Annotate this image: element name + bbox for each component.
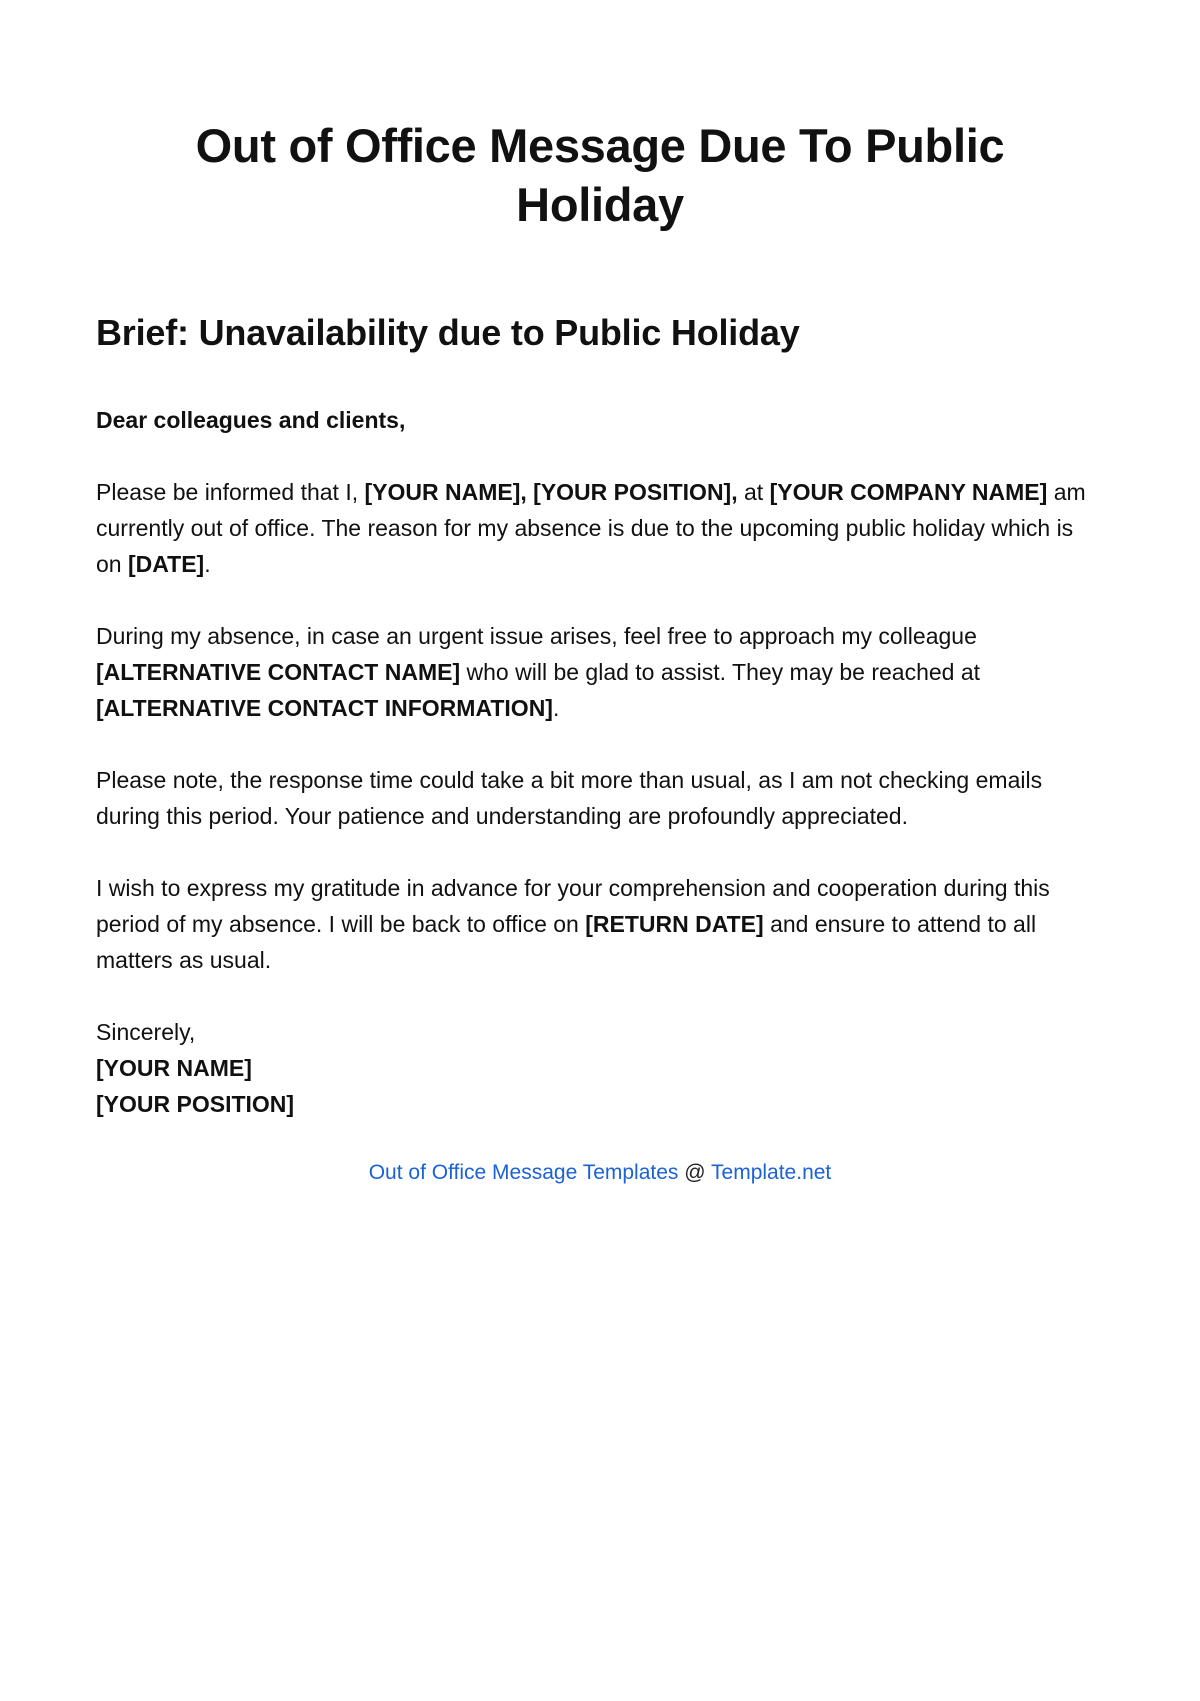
signature-name-text: [YOUR NAME]: [96, 1055, 252, 1081]
greeting: [96, 402, 1104, 438]
paragraph-contact-text-2: who will be glad to assist. They may be reached at: [460, 659, 981, 685]
placeholder-alternative-contact-info: [ALTERNATIVE CONTACT INFORMATION]: [96, 695, 553, 721]
placeholder-name-position: [YOUR NAME], [YOUR POSITION],: [364, 479, 738, 505]
signature-position: [96, 1086, 1104, 1122]
paragraph-intro-text-2: at: [737, 479, 770, 505]
brief-heading: Brief: Unavailability due to Public Holiday: [96, 312, 800, 353]
paragraph-contact: [96, 618, 1104, 726]
placeholder-company-name: [YOUR COMPANY NAME]: [769, 479, 1048, 505]
placeholder-alternative-contact-name: [ALTERNATIVE CONTACT NAME]: [96, 659, 461, 685]
letter-body: [96, 402, 1104, 1122]
footer: [96, 1158, 1104, 1188]
paragraph-intro: [96, 474, 1104, 582]
paragraph-contact-text-3: .: [552, 695, 560, 721]
document-title: Out of Office Message Due To Public Holiday: [195, 119, 1005, 231]
paragraph-intro-text-4: .: [204, 551, 211, 577]
paragraph-gratitude-text-1: I wish to express my gratitude in advance for your comprehension and cooperation during this period of my absence. I will be back to office on: [96, 875, 1050, 937]
paragraph-response-time: Please note, the response time could take a bit more than usual, as I am not checking emails during this period. Your patience and understanding are profoundly appreciated.: [96, 767, 1043, 829]
greeting-text: Dear colleagues and clients,: [96, 407, 406, 433]
paragraph-contact-text-1: During my absence, in case an urgent issue arises, feel free to approach my colleague: [96, 623, 977, 649]
placeholder-date: [DATE]: [127, 551, 205, 577]
signature-name: [96, 1050, 1104, 1086]
paragraph-gratitude-text-2: and ensure to attend to all matters as usual.: [96, 911, 1037, 973]
footer-separator: @: [678, 1161, 712, 1184]
templates-link[interactable]: Out of Office Message Templates: [368, 1161, 679, 1184]
paragraph-intro-text-3: am currently out of office. The reason for my absence is due to the upcoming public holiday which is on: [96, 479, 1086, 577]
paragraph-gratitude: [96, 870, 1104, 978]
placeholder-return-date: [RETURN DATE]: [585, 911, 764, 937]
paragraph-intro-text-1: Please be informed that I,: [96, 479, 365, 505]
signature-position-text: [YOUR POSITION]: [96, 1091, 295, 1117]
signoff-block: [96, 1014, 1104, 1122]
template-net-link[interactable]: Template.net: [711, 1161, 832, 1184]
closing: Sincerely,: [96, 1019, 196, 1045]
